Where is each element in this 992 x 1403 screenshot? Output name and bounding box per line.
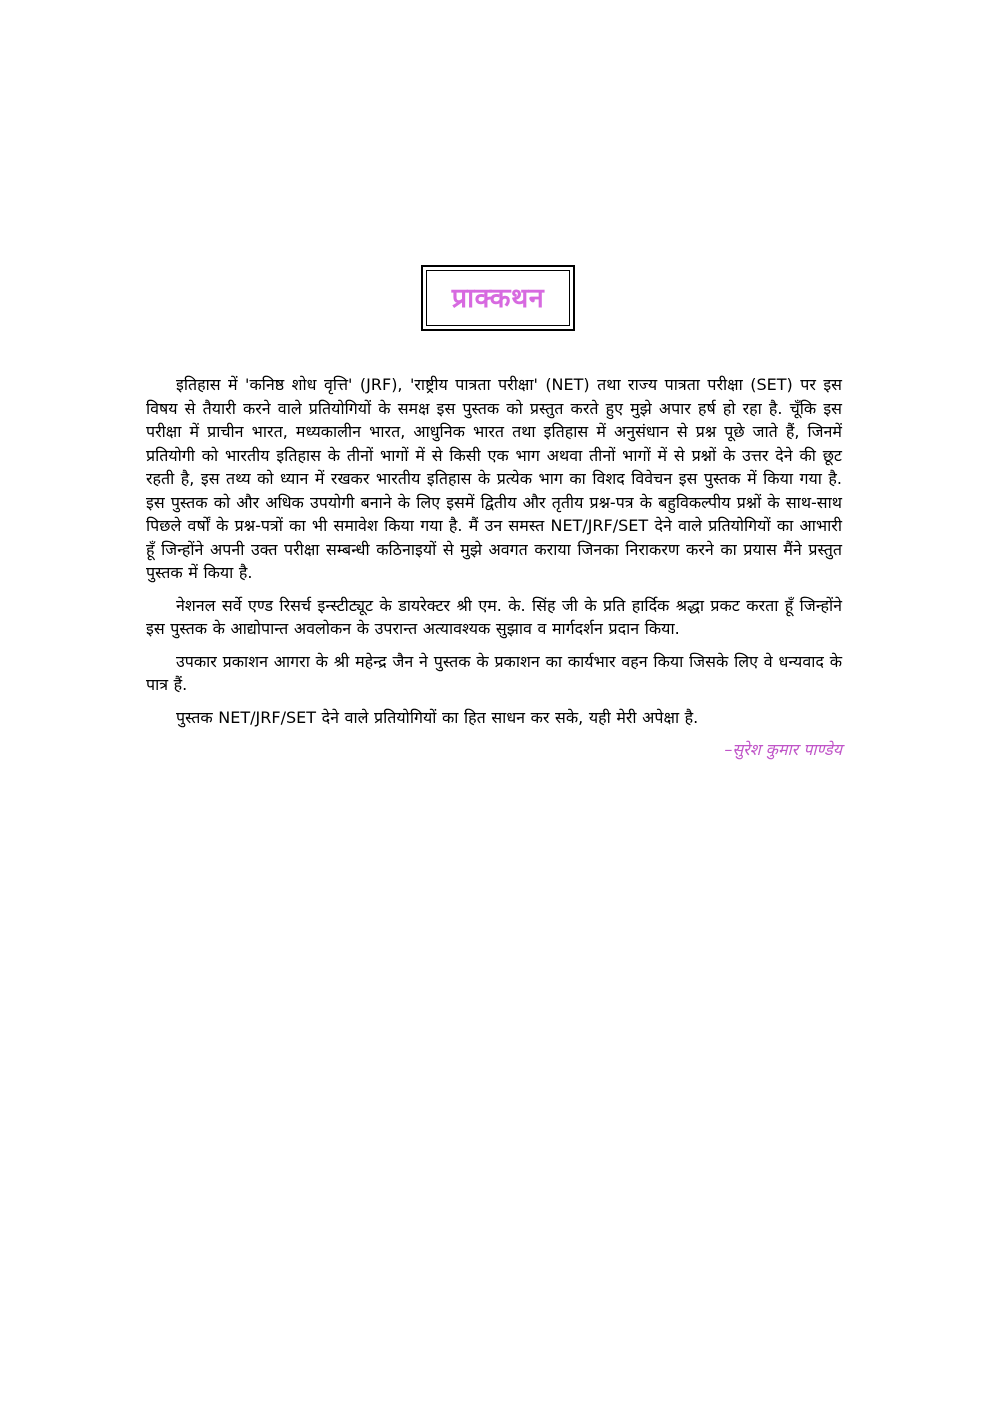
page-title: प्राक्कथन xyxy=(451,282,545,314)
heading-frame xyxy=(421,265,575,331)
paragraph-acknowledgement-publisher: उपकार प्रकाशन आगरा के श्री महेन्द्र जैन ने पुस्तक के प्रकाशन का कार्यभार वहन किया जिसके लिए वे धन्यवाद के पात्र हैं. xyxy=(146,651,842,694)
heading-inner-frame xyxy=(426,270,570,326)
paragraph-closing: पुस्तक NET/JRF/SET देने वाले प्रतियोगियों का हित साधन कर सके, यही मेरी अपेक्षा है. xyxy=(176,707,699,727)
paragraph-acknowledgement-director: नेशनल सर्वे एण्ड रिसर्च इन्स्टीट्यूट के डायरेक्टर श्री एम. के. सिंह जी के प्रति हार्दिक श्रद्धा प्रकट करता हूँ जिन्होंने इस पुस्तक के आद्योपान्त अवलोकन के उपरान्त अत्यावश्यक सुझाव व मार्गदर्शन प्रदान किया. xyxy=(146,595,842,638)
paragraph-intro: इतिहास में 'कनिष्ठ शोध वृत्ति' (JRF), 'राष्ट्रीय पात्रता परीक्षा' (NET) तथा राज्य पात्रता परीक्षा (SET) पर इस विषय से तैयारी करने वाले प्रतियोगियों के समक्ष इस पुस्तक को प्रस्तुत करते हुए मुझे अपार हर्ष हो रहा है. चूँकि इस परीक्षा में प्राचीन भारत, मध्यकालीन भारत, आधुनिक भारत तथा इतिहास में अनुसंधान से प्रश्न पूछे जाते हैं, जिनमें प्रतियोगी को भारतीय इतिहास के तीनों भागों में से किसी एक भाग अथवा तीनों भागों में से प्रश्नों के उत्तर देने की छूट रहती है, इस तथ्य को ध्यान में रखकर भारतीय इतिहास के प्रत्येक भाग का विशद विवेचन इस पुस्तक में किया गया है. इस पुस्तक को और अधिक उपयोगी बनाने के लिए इसमें द्वितीय और तृतीय प्रश्न-पत्र के बहुविकल्पीय प्रश्नों के साथ-साथ पिछले वर्षों के प्रश्न-पत्रों का भी समावेश किया गया है. मैं उन समस्त NET/JRF/SET देने वाले प्रतियोगियों का आभारी हूँ जिन्होंने अपनी उक्त परीक्षा सम्बन्धी कठिनाइयों से मुझे अवगत कराया जिनका निराकरण करने का प्रयास मैंने प्रस्तुत पुस्तक में किया है. xyxy=(146,375,842,582)
author-signature: –सुरेश कुमार पाण्डेय xyxy=(724,740,842,759)
preface-body xyxy=(146,373,842,762)
